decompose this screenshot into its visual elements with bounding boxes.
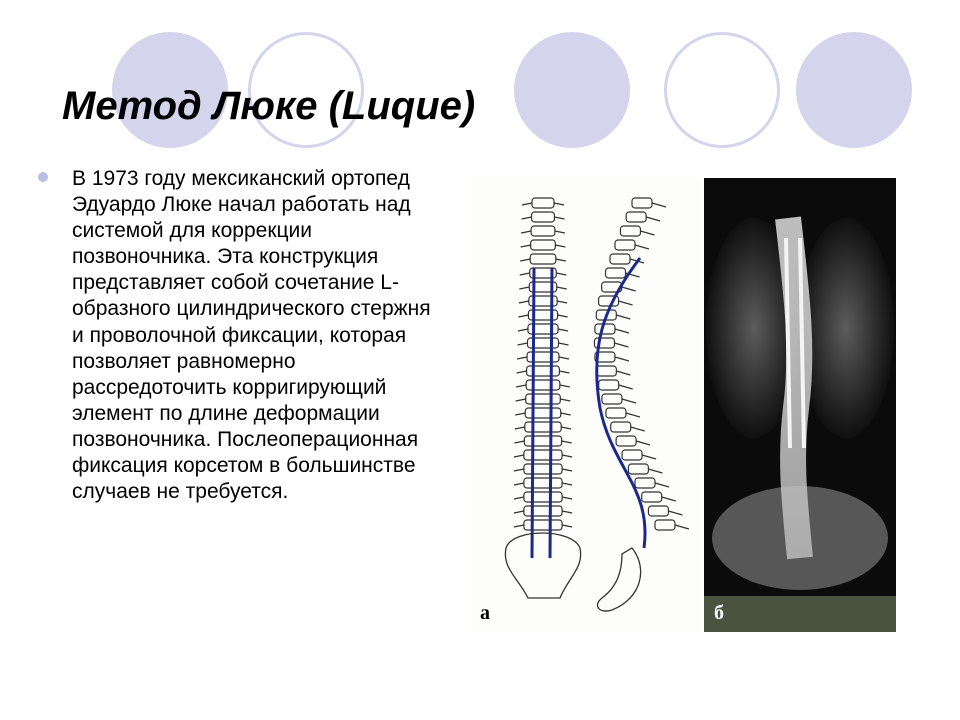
front-vertebra [532, 212, 555, 222]
side-process [622, 287, 636, 291]
front-process [518, 329, 568, 331]
front-process [522, 203, 564, 205]
side-vertebra [632, 198, 652, 208]
front-rod-left [532, 268, 534, 558]
side-vertebra [620, 226, 640, 236]
side-process [619, 301, 633, 305]
front-process [519, 287, 566, 289]
xray-image [704, 178, 896, 632]
front-view-spine [514, 198, 572, 530]
side-process [668, 511, 682, 515]
side-vertebra [635, 478, 655, 488]
front-vertebra [524, 506, 562, 516]
spine-drawing-panel [472, 178, 700, 632]
bullet-icon [38, 172, 48, 182]
side-vertebra [610, 254, 630, 264]
front-rod-right [550, 268, 552, 558]
side-vertebra [616, 436, 636, 446]
side-process [635, 245, 649, 249]
front-vertebra [526, 380, 560, 390]
side-view-spine [594, 198, 689, 530]
rib-cage-right [798, 218, 894, 438]
front-process [516, 385, 570, 387]
side-vertebra [599, 380, 619, 390]
front-vertebra [531, 240, 556, 250]
side-process [622, 399, 636, 403]
front-process [517, 357, 569, 359]
spine-figure [472, 178, 896, 632]
side-process [626, 413, 640, 417]
side-vertebra [615, 240, 635, 250]
side-vertebra [655, 520, 675, 530]
deco-circle-5 [796, 32, 912, 148]
side-process [642, 455, 656, 459]
side-process [615, 329, 629, 333]
front-vertebra [524, 478, 562, 488]
front-process [517, 371, 570, 373]
front-process [521, 231, 565, 233]
xray-label-bar [704, 596, 896, 632]
side-process [615, 357, 629, 361]
side-process [652, 203, 666, 207]
front-vertebra [532, 198, 554, 208]
side-process [631, 427, 645, 431]
deco-circle-4 [664, 32, 780, 148]
front-process [521, 245, 566, 247]
front-vertebra [526, 394, 561, 404]
side-process [640, 231, 654, 235]
side-vertebra [642, 492, 662, 502]
front-process [514, 455, 572, 457]
spine-drawing [472, 178, 700, 632]
front-vertebra [524, 464, 562, 474]
side-vertebra [596, 366, 616, 376]
side-vertebra [611, 422, 631, 432]
side-vertebra [595, 324, 615, 334]
front-process [518, 343, 569, 345]
side-vertebra [602, 394, 622, 404]
side-process [655, 483, 669, 487]
front-vertebra [531, 226, 555, 236]
front-process [514, 441, 571, 443]
side-process [614, 343, 628, 347]
front-process [518, 315, 567, 317]
front-vertebra [530, 254, 556, 264]
front-process [522, 217, 565, 219]
front-pelvis [505, 533, 580, 598]
front-vertebra [527, 366, 560, 376]
xray-panel [704, 178, 896, 632]
front-process [514, 497, 572, 499]
side-vertebra [622, 450, 642, 460]
front-vertebra [525, 408, 561, 418]
front-process [520, 259, 566, 261]
front-process [519, 301, 567, 303]
side-process [616, 371, 630, 375]
side-vertebra [648, 506, 668, 516]
deco-circle-3 [514, 32, 630, 148]
front-vertebra [527, 352, 559, 362]
side-vertebra [626, 212, 646, 222]
side-sacrum [597, 548, 640, 611]
front-process [515, 413, 571, 415]
front-vertebra [524, 520, 562, 530]
front-process [514, 525, 572, 527]
front-process [520, 273, 567, 275]
front-vertebra [524, 492, 562, 502]
side-process [619, 385, 633, 389]
front-process [514, 483, 572, 485]
side-process [616, 315, 630, 319]
side-process [636, 441, 650, 445]
front-process [514, 469, 572, 471]
side-process [646, 217, 660, 221]
side-process [675, 525, 689, 529]
front-process [516, 399, 571, 401]
side-vertebra [628, 464, 648, 474]
side-process [648, 469, 662, 473]
front-process [514, 511, 572, 513]
front-vertebra [525, 422, 561, 432]
side-vertebra [606, 408, 626, 418]
side-process [662, 497, 676, 501]
body-paragraph: В 1973 году мексиканский ортопед Эдуардо Люке начал работать над системой для коррекции позвоночника. Эта конструкция представляет собой сочетание L-образного цилиндрического стержня и проволочной фиксации, которая позволяет равномерно рассредоточить корригирующий элемент по длине деформации позвоночника. Послеоперационная фиксация корсетом в большинстве случаев не требуется. [72, 167, 431, 504]
figure-label-a: а [480, 602, 490, 624]
front-vertebra [524, 450, 562, 460]
figure-label-b: б [714, 602, 724, 624]
side-vertebra [606, 268, 626, 278]
front-process [515, 427, 571, 429]
front-vertebra [524, 436, 561, 446]
slide-title: Метод Люке (Luque) [62, 84, 476, 128]
